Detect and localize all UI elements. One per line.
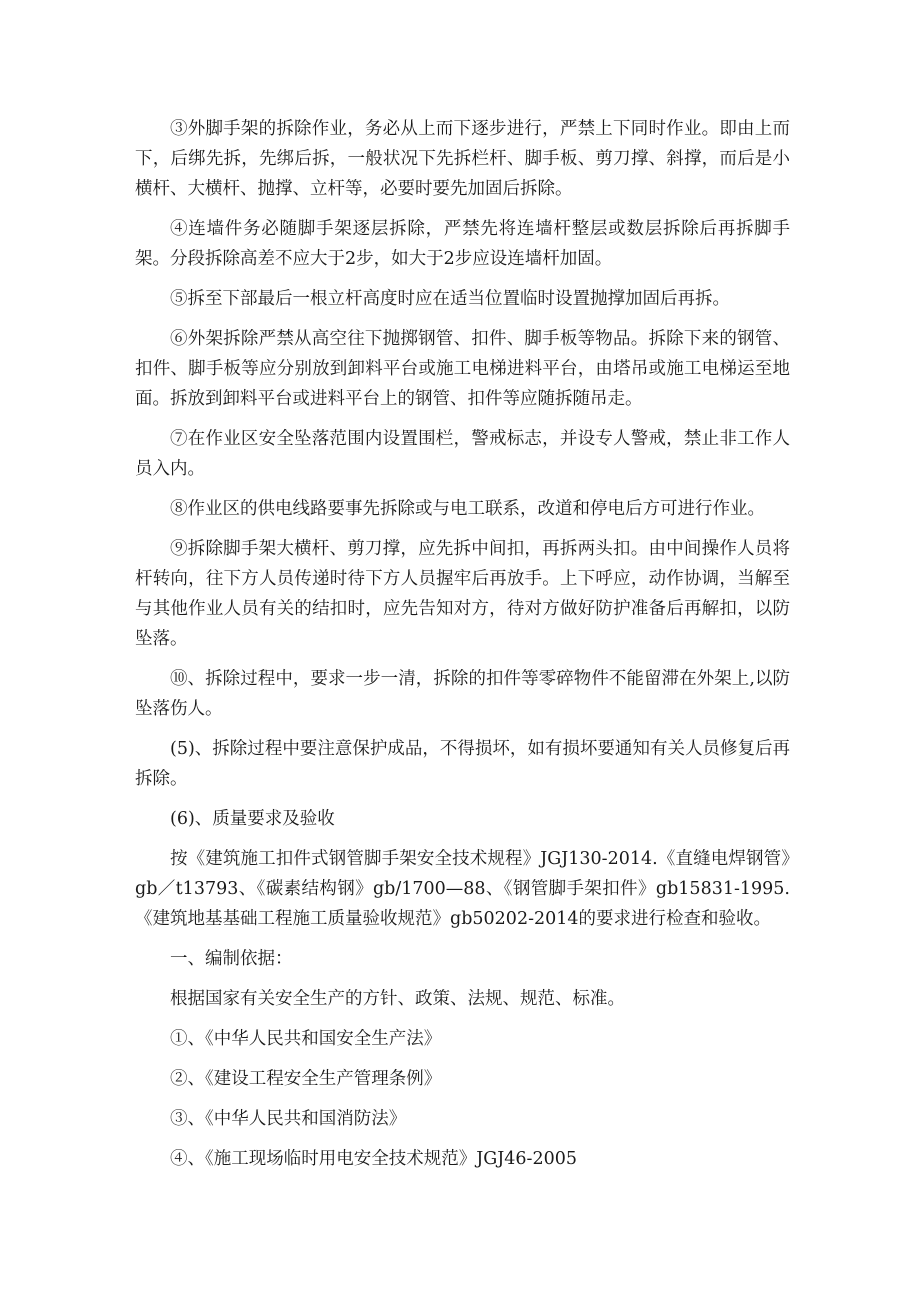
paragraph-horizontal-bars: ⑨拆除脚手架大横杆、剪刀撑，应先拆中间扣，再拆两头扣。由中间操作人员将杆转向，往下方人员传递时待下方人员握牢后再放手。上下呼应，动作协调，当解至与其他作业人员有关的结扣时，应先告知对方，待对方做好防护准备后再解扣，以防坠落。	[135, 539, 790, 649]
paragraph-fence-warning: ⑦在作业区安全坠落范围内设置围栏，警戒标志，并设专人警戒，禁止非工作人员入内。	[135, 429, 790, 479]
document-body	[135, 114, 790, 1184]
list-item-law-4: ④、《施工现场临时用电安全技术规范》JGJ46-2005	[170, 1149, 577, 1169]
paragraph-basis-intro: 根据国家有关安全生产的方针、政策、法规、规范、标准。	[170, 989, 625, 1009]
heading-quality-acceptance: (6)、质量要求及验收	[170, 809, 335, 829]
paragraph-no-throwing: ⑥外架拆除严禁从高空往下抛掷钢管、扣件、脚手板等物品。拆除下来的钢管、扣件、脚手板等应分别放到卸料平台或施工电梯进料平台，由塔吊或施工电梯运至地面。拆放到卸料平台或进料平台上的钢管、扣件等应随拆随吊走。	[135, 329, 790, 409]
paragraph-standards: 按《建筑施工扣件式钢管脚手架安全技术规程》JGJ130-2014.《直缝电焊钢管》gb／t13793、《碳素结构钢》gb/1700—88、《钢管脚手架扣件》gb15831-1995.《建筑地基基础工程施工质量验收规范》gb50202-2014的要求进行检查和验收。	[135, 849, 790, 929]
paragraph-last-pole: ⑤拆至下部最后一根立杆高度时应在适当位置临时设置抛撑加固后再拆。	[170, 289, 730, 309]
paragraph-wall-ties: ④连墙件务必随脚手架逐层拆除，严禁先将连墙杆整层或数层拆除后再拆脚手架。分段拆除高差不应大于2步，如大于2步应设连墙杆加固。	[135, 219, 790, 269]
list-item-law-2: ②、《建设工程安全生产管理条例》	[170, 1069, 442, 1089]
list-item-law-1: ①、《中华人民共和国安全生产法》	[170, 1029, 442, 1049]
paragraph-step-clear: ⑩、拆除过程中，要求一步一清，拆除的扣件等零碎物件不能留滞在外架上,以防坠落伤人。	[135, 669, 790, 719]
list-item-law-3: ③、《中华人民共和国消防法》	[170, 1109, 407, 1129]
heading-basis: 一、编制依据：	[170, 949, 293, 969]
paragraph-power-lines: ⑧作业区的供电线路要事先拆除或与电工联系，改道和停电后方可进行作业。	[170, 499, 765, 519]
paragraph-protect-products: (5)、拆除过程中要注意保护成品，不得损坏，如有损坏要通知有关人员修复后再拆除。	[135, 739, 790, 789]
paragraph-dismantle-order: ③外脚手架的拆除作业，务必从上而下逐步进行，严禁上下同时作业。即由上而下，后绑先拆，先绑后拆，一般状况下先拆栏杆、脚手板、剪刀撑、斜撑，而后是小横杆、大横杆、抛撑、立杆等，必要时要先加固后拆除。	[135, 119, 790, 199]
